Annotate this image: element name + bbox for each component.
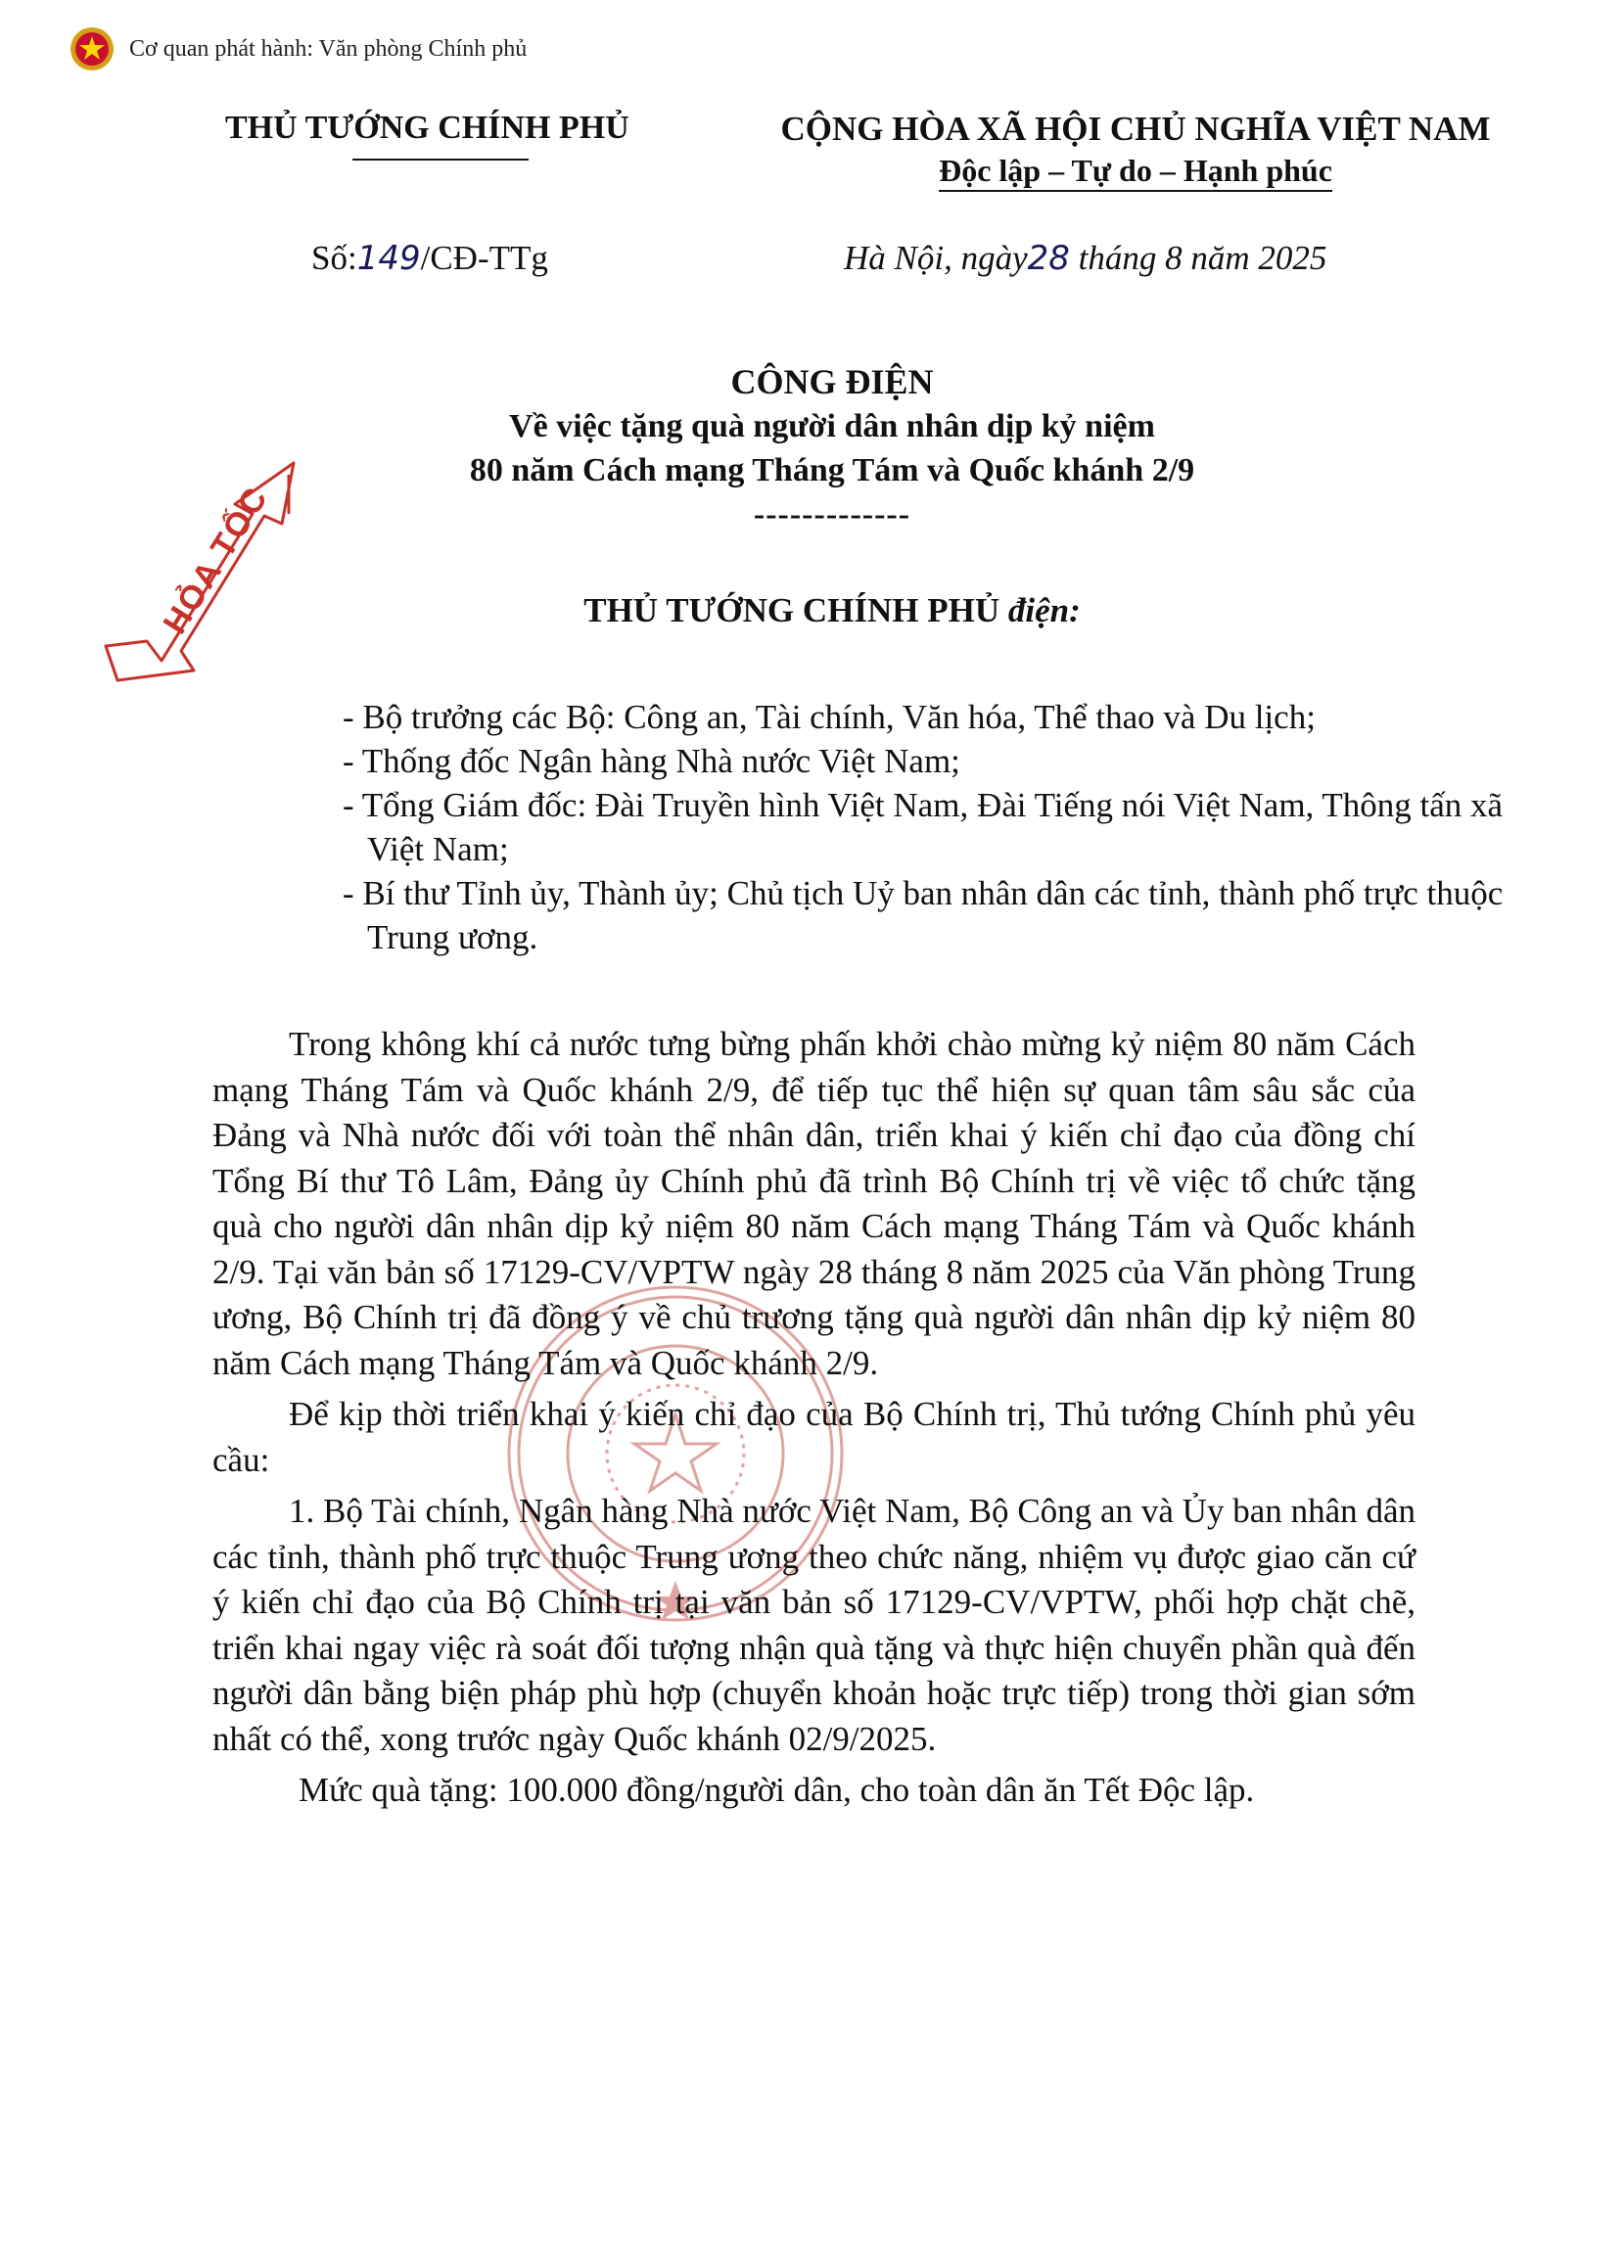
title-line-1: Về việc tặng quà người dân nhân dịp kỷ niệm	[509, 408, 1155, 444]
doc-number-suffix: /CĐ-TTg	[420, 239, 548, 277]
issuer-label: Cơ quan phát hành: Văn phòng Chính phủ	[129, 35, 528, 62]
country-name: CỘNG HÒA XÃ HỘI CHỦ NGHĨA VIỆT NAM	[780, 110, 1491, 148]
body-paragraph-request: Để kịp thời triển khai ý kiến chỉ đạo của Bộ Chính trị, Thủ tướng Chính phủ yêu cầu:	[212, 1395, 1415, 1479]
body-paragraph-context: Trong không khí cả nước tưng bừng phấn khởi chào mừng kỷ niệm 80 năm Cách mạng Tháng Tám và Quốc khánh 2/9, để tiếp tục thể hiện sự quan tâm sâu sắc của Đảng và Nhà nước đối với toàn thể nhân dân, triển khai ý kiến chỉ đạo của đồng chí Tổng Bí thư Tô Lâm, Đảng ủy Chính phủ đã trình Bộ Chính trị về việc tổ chức tặng quà cho người dân nhân dịp kỷ niệm 80 năm Cách mạng Tháng Tám và Quốc khánh 2/9. Tại văn bản số 17129-CV/VPTW ngày 28 tháng 8 năm 2025 của Văn phòng Trung ương, Bộ Chính trị đã đồng ý về chủ trương tặng quà người dân nhân dịp kỷ niệm 80 năm Cách mạng Tháng Tám và Quốc khánh 2/9.	[212, 1025, 1415, 1382]
authority-underline	[352, 159, 529, 161]
doc-number-value: 149	[356, 239, 421, 278]
title-separator: -------------	[753, 496, 911, 532]
recipient-item: - Thống đốc Ngân hàng Nhà nước Việt Nam;	[343, 742, 960, 780]
recipient-item: - Bộ trưởng các Bộ: Công an, Tài chính, Văn hóa, Thể thao và Du lịch;	[343, 698, 1316, 736]
document-number	[311, 239, 548, 278]
addressor-main: THỦ TƯỚNG CHÍNH PHỦ	[583, 591, 1000, 629]
recipient-item: - Bí thư Tỉnh ủy, Thành ủy; Chủ tịch Uỷ ban nhân dân các tỉnh, thành phố trực thuộc Trung ương.	[343, 874, 1504, 956]
urgent-stamp-text: HỎA TỐC	[156, 480, 276, 641]
issuing-authority	[225, 110, 675, 147]
document-type: CÔNG ĐIỆN	[730, 362, 934, 401]
national-motto-wrap	[715, 153, 1556, 189]
urgent-stamp	[88, 445, 303, 700]
national-emblem-icon	[69, 25, 116, 72]
issue-date	[844, 239, 1326, 278]
document-title	[196, 360, 1468, 536]
date-prefix: Hà Nội, ngày	[844, 239, 1028, 277]
recipient-list	[343, 695, 1517, 959]
addressor-line	[196, 591, 1468, 630]
national-header	[715, 110, 1556, 189]
date-suffix: tháng 8 năm 2025	[1069, 239, 1327, 277]
authority-name: THỦ TƯỚNG CHÍNH PHỦ	[225, 110, 629, 146]
national-motto: Độc lập – Tự do – Hạnh phúc	[939, 153, 1332, 192]
body-paragraph-item-1: 1. Bộ Tài chính, Ngân hàng Nhà nước Việt Nam, Bộ Công an và Ủy ban nhân dân các tỉnh, thành phố trực thuộc Trung ương theo chức năng, nhiệm vụ được giao căn cứ ý kiến chỉ đạo của Bộ Chính trị tại văn bản số 17129-CV/VPTW, phối hợp chặt chẽ, triển khai ngay việc rà soát đối tượng nhận quà tặng và thực hiện chuyển phần quà đến người dân bằng biện pháp phù hợp (chuyển khoản hoặc trực tiếp) trong thời gian sớm nhất có thể, xong trước ngày Quốc khánh 02/9/2025.	[212, 1492, 1415, 1758]
issuer-bar	[69, 25, 527, 72]
title-line-2: 80 năm Cách mạng Tháng Tám và Quốc khánh 2/9	[469, 452, 1195, 488]
document-body	[212, 1022, 1415, 1820]
recipient-item: - Tổng Giám đốc: Đài Truyền hình Việt Nam, Đài Tiếng nói Việt Nam, Thông tấn xã Việt Nam;	[343, 786, 1504, 868]
addressor-verb: điện:	[1007, 591, 1081, 629]
doc-number-prefix: Số:	[311, 239, 357, 277]
date-day: 28	[1027, 239, 1070, 278]
body-paragraph-gift-amount: Mức quà tặng: 100.000 đồng/người dân, cho toàn dân ăn Tết Độc lập.	[299, 1771, 1255, 1809]
